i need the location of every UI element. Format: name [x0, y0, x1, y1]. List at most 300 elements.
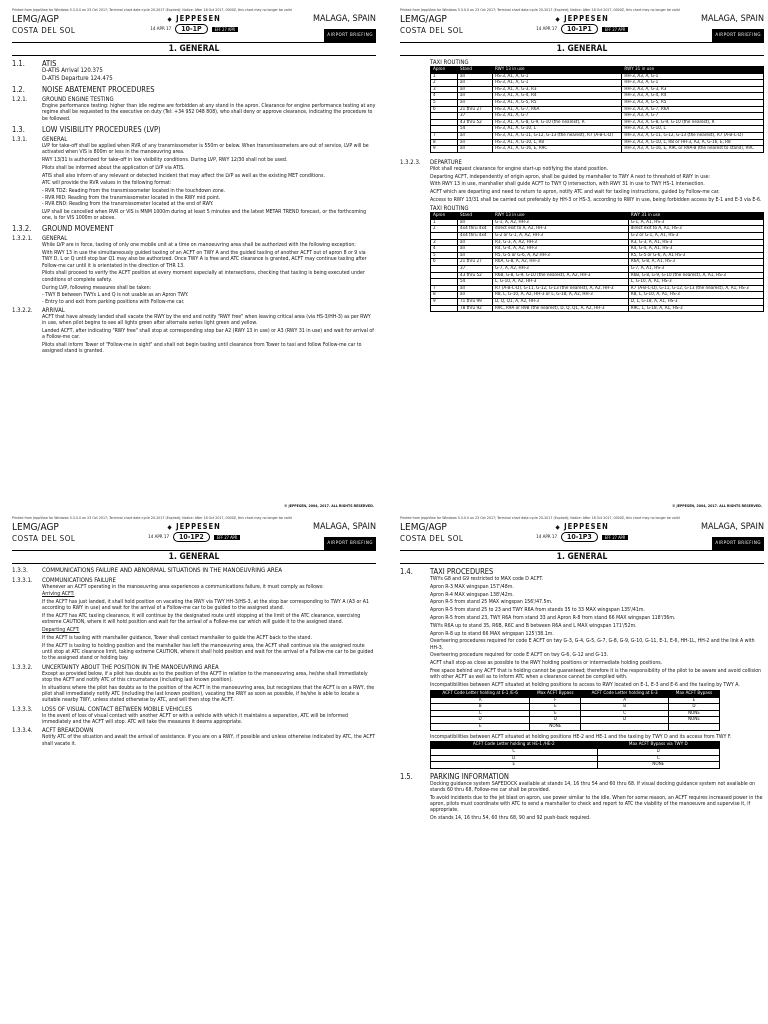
table-row: [431, 265, 764, 272]
table-row: [431, 704, 720, 711]
paragraph: Free space behind any ACFT that is holding cannot be guaranteed; therefore it is the responsibility of the pilot to be aware and avoid collision with other ACFT as well as to inform ATC when a clearance cannot be complied with.: [430, 668, 762, 681]
acft-breakdown-heading: ACFT BREAKDOWN: [42, 727, 94, 735]
table-cell: E: [668, 697, 719, 704]
table-cell: G-1, A, A2, HH-3: [493, 219, 629, 226]
table-cell: HS-3, A1, A, G-1: [493, 80, 622, 87]
table-cell: D: [431, 717, 530, 724]
taxi-routing-title: TAXI ROUTING: [430, 59, 469, 66]
table-row: [431, 219, 764, 226]
table-cell: A: [581, 697, 669, 704]
table-row: [431, 99, 764, 106]
paragraph: LVP shall be cancelled when RVR or VIS is MNM 1000m during at least 5 minutes and the latest METAR TREND forecast, or the forthcoming one, is for VIS 1000m or above.: [42, 208, 367, 221]
table-cell: 9: [431, 298, 458, 305]
paragraph: In the event of loss of visual contact with another ACFT or with a vehicle with which it maintains a separation, ATC will be informed immediately and the ACFT will stop. ATC will take the measures it deems appropriate.: [42, 712, 348, 726]
paragraph: Pilots shall be informed about the application of LVP via ATIS.: [42, 164, 185, 171]
paragraph: Notify ATC of the situation and await the arrival of assistance. If you are on a RWY, if possible and unless otherwise indicated by ATC, the ACFT shall vacate it.: [42, 734, 376, 747]
chart-header: [400, 522, 764, 551]
table-row: [431, 748, 720, 755]
airport-name: COSTA DEL SOL: [400, 534, 464, 543]
visual-contact-heading: LOSS OF VISUAL CONTACT BETWEEN MOBILE VEHICLES: [42, 705, 193, 713]
table-header-row: [431, 213, 764, 220]
table-row: [431, 106, 764, 113]
paragraph: ACFT that have already landed shall vacate the RWY by the end and notify "RWY free" when leaving critical area (via HS-3/HH-3) as per RWY in use, when pilot begins to see all lights green after alternate series light green and yellow.: [42, 313, 371, 327]
table-cell: C: [431, 710, 530, 717]
effective-badge: EFF 27 APR: [212, 27, 238, 32]
table-cell: HH-3, A3, A, G-4, R4: [622, 93, 764, 100]
table-cell: all: [458, 80, 493, 87]
gm-general-heading: GENERAL: [42, 235, 68, 243]
chart-date: 14 APR 17: [536, 26, 558, 32]
table-cell: [431, 232, 458, 239]
paragraph: ATIS shall also inform of any relevant or detected incident that may affect the LVP as well as the existing MET conditions.: [42, 172, 325, 179]
section-title: 1. GENERAL: [400, 551, 764, 564]
table-cell: 1: [431, 219, 458, 226]
table-cell: 7: [431, 285, 458, 292]
paragraph: Departing ACFT, independently of origin apron, shall be guided by marshaller to TWY A next to threshold of RWY in use:: [430, 173, 711, 180]
table-cell: HH-3, A3, A, G-5, R5: [622, 99, 764, 106]
table-row: [431, 126, 764, 133]
table-cell: R6B, G-8, G-9, G-10 (the nearest), A, A2, HH-3: [493, 272, 629, 279]
paragraph: Pilots shall inform Tower of "Follow-me in sight" and shall not begin taxiing until clearance from Tower to taxi and follow Follow-me car to assigned stand is granted.: [42, 342, 362, 355]
column-header: Apron: [431, 213, 458, 220]
table-cell: 7: [431, 132, 458, 139]
incompatibility-table-he: [430, 741, 720, 768]
table-cell: 4: [431, 93, 458, 100]
table-cell: A: [431, 697, 530, 704]
table-row: [431, 146, 764, 153]
table-cell: L, G-10, A, A1, HS-3: [628, 279, 763, 286]
table-cell: 1: [431, 73, 458, 80]
table-cell: HS-3, A1, A, G-7: [493, 113, 622, 120]
column-header: Stand: [458, 67, 493, 74]
table-cell: all: [458, 246, 493, 253]
table-cell: B: [431, 704, 530, 711]
table-row: [431, 259, 764, 266]
parking-info-heading: PARKING INFORMATION: [430, 771, 509, 781]
table-cell: direct exit to A, A1, HS-3: [628, 226, 763, 233]
paragraph: Apron R-5 from stand 23, TWY R6A from stand 33 and Apron R-8 from stand 66 MAX wingspan 118'/36m.: [430, 614, 676, 621]
table-cell: D: [597, 748, 719, 755]
table-cell: HS-3, A1, A, G-11, G-12, G-13 (the nearest), R7 (A-B-C-D): [493, 132, 622, 139]
table-row: [431, 239, 764, 246]
table-cell: 4x4 thru 4x4: [458, 232, 493, 239]
table-row: [431, 119, 764, 126]
table-cell: R4, G-4, A, A2, HH-3: [493, 246, 629, 253]
table-cell: all: [458, 86, 493, 93]
paragraph: TWYs R6A up to stand 35, R6B, R6C and B between R6A and L MAX wingspan 171'/52m.: [430, 622, 637, 629]
table-cell: L, G-10, A, A2, HH-3: [493, 279, 629, 286]
airport-name: COSTA DEL SOL: [12, 534, 76, 543]
jeppesen-logo: ◆ JEPPESEN: [167, 522, 221, 531]
table-cell: HS-3, A1, A, G-4, R4: [493, 93, 622, 100]
table-cell: NONE: [668, 717, 719, 724]
paragraph: Except as provided below, if a pilot has doubts as to the position of the ACFT in relation to the manoeuvring area, he/she shall immediately stop the ACFT and notify ATC of this circumstance (including last known position).: [42, 670, 368, 684]
table-cell: E: [530, 710, 581, 717]
table-row: [431, 132, 764, 139]
table-cell: R4, G-4, A, A1, HS-3: [628, 246, 763, 253]
paragraph: On stands 14, 16 thru 54, 60 thru 68, 90 and 92 push-back required.: [430, 815, 591, 822]
comm-failure-main-heading: COMMUNICATIONS FAILURE AND ABNORMAL SITUATIONS IN THE MANOEUVRING AREA: [42, 567, 283, 574]
jeppesen-bolt-icon: ◆: [555, 16, 561, 23]
table-cell: HH-3, A3, A, G-1: [622, 80, 764, 87]
column-header: RWY 31 in use: [622, 67, 764, 74]
engine-testing-text: Engine performance testing: higher than idle regime are forbidden at any stand in the apron. Clearance for engine performance testing at any regime shall be requested to the executive on duty (Tel: +34 952 048 808), who shall deny or approve clearance, indicating the procedure to be followed.: [42, 103, 376, 122]
column-header: Max ACFT Bypass: [668, 690, 719, 697]
chart-page-number: 10-1P2: [173, 532, 210, 542]
table-cell: HS-3, A1, A, G-10, L: [493, 126, 622, 133]
column-header: Stand: [458, 213, 493, 220]
bullet-item: - TWY B between TWYs L and Q is not usable as an Apron TWY.: [42, 292, 189, 299]
paragraph: In situations where the pilot has doubts as to the position of the ACFT in the manoeuvring area, but recognizes that the ACFT is on a RWY, the pilot shall immediately notify ATC (including the last known position), vacating the RWY as soon as possible, if he/she is able to locate a suitable nearby TWY, unless stated otherwise by ATC, and will then stop the ACFT.: [42, 684, 375, 704]
airport-location: MALAGA, SPAIN: [312, 14, 376, 24]
print-notice: Printed from JeppView for Windows 5.3.0.0 on 23 Oct 2017; Terminal chart data cycle 20-2017 (Expired); Notice: After 18 Oct 2017, 0000Z, this chart may no longer be valid: [12, 516, 292, 520]
table-cell: C: [597, 755, 719, 762]
table-row: [431, 298, 764, 305]
table-cell: R6B, G-8, G-9, G-10 (the nearest), A, A1, HS-3: [628, 272, 763, 279]
column-header: ACFT Code Letter holding at HE-1 /HE-2: [431, 742, 598, 749]
chart-date: 14 APR 17: [148, 534, 170, 540]
table-cell: HH-3, A3, A, G-7: [622, 113, 764, 120]
table-cell: [431, 119, 458, 126]
print-notice: Printed from JeppView for Windows 5.3.0.0 on 23 Oct 2017; Terminal chart data cycle 20-2017 (Expired); Notice: After 18 Oct 2017, 0000Z, this chart may no longer be valid: [400, 516, 680, 520]
table-cell: 4x4 thru 4x4: [458, 226, 493, 233]
jeppesen-bolt-icon: ◆: [167, 524, 173, 531]
ground-movement-heading: GROUND MOVEMENT: [42, 224, 114, 234]
table-cell: HH-3, A3, A, G-3, R3: [622, 86, 764, 93]
column-header: Apron: [431, 67, 458, 74]
chart-date: 14 APR 17: [536, 534, 558, 540]
table-cell: NONE: [597, 762, 719, 769]
table-cell: all: [458, 132, 493, 139]
table-row: [431, 232, 764, 239]
paragraph: If the ACFT is taxiing with marshaller guidance, Tower shall contact marshaller to guide the ACFT back to the stand.: [42, 635, 312, 642]
table-cell: HS-3, A1, A, G-8, G-9, G-10 (the nearest), R: [493, 119, 622, 126]
paragraph: TWYs G8 and G9 restricted to MAX code D ACFT.: [430, 576, 544, 582]
atis-heading: ATIS: [42, 59, 57, 68]
table-cell: E: [431, 762, 598, 769]
table-header-row: [431, 67, 764, 74]
effective-badge: EFF 27 APR: [602, 27, 628, 32]
table-cell: direct exit to A, A2, HH-3: [493, 226, 629, 233]
chart-page-10-1p3: Printed from JeppView for Windows 5.3.0.0 on 23 Oct 2017; Terminal chart data cycle 20-2017 (Expired); Notice: After 18 Oct 2017, 0000Z, this chart may no longer be valid LEMG/AGP COSTA DEL SOL ◆ JEPPESEN 14 APR 17 10-1P3 EFF 27 APR MALAGA, SPAIN AIRPORT BRIEFING 1. GENERAL 1.4. TAXI PROCEDURES TWYs G8 and G9 restricted to MAX code D ACFT. Apron R-3 MAX wingspan 157'/48m. Apron R-4 MAX wingspan 138'/42m. Apron R-5 from stand 25 MAX wingspan 156'/47.5m. Apron R-5 from stand 25 to 23 and TWY R6A from stands 35 to 33 MAX wingspan 135'/41m. Apron R-5 from stand 23, TWY R6A from stand 33 and Apron R-8 from stand 66 MAX wingspan 118'/36m. TWYs R6A up to stand 35, R6B, R6C and B between R6A and L MAX wingspan 171'/52m. Apron R-8 up to stand 66 MAX wingspan 125'/38.1m. Overteering procedures required for code E ACFT on twy G-3, G-4, G-5, G-7, G-8, G-9, G-10, G-11, E-1, E-6, HH-1L, HH-2 and the link A with HH-3. Overteering procedure required for code E ACFT on twy G-6, G-12 and G-13. ACFT shall stop as close as possible to the RWY holding positions or intermediate holding positions. Free space behind any ACFT that is holding cannot be guaranteed; therefore it is the responsibility of the pilot to be aware and avoid collision with other ACFT as well as to inform ATC when a clearance cannot be complied with. Incompatibilities between ACFT situated at holding positions to access to RWY located on E-1, E-3 and E-6 and the taxiing by TWY A. ACFT Code Letter holding at E-1 /E-6 Max ACFT Bypass ACFT Code Letter holding at E-3 Max ACFT Bypass A F A E B E B D C E C NONE D D D NONE E NONE Incompatibilities between ACFT situated at holding positions HE-2 and HE-1 and the taxiing by TWY D and its access from TWY F. ACFT Code Letter holding at HE-1 /HE-2 Max ACFT Bypass via TWY D C D D C E NONE 1.5. PARKING INFORMATION Docking guidance system SAFEDOCK available at stands 14, 16 thru 54 and 60 thru 68. If visual docking guidance system not available on stands 60 thru 68, Follow-me car shall be provided. To avoid incidents due to the jet blast on apron, use power similar to the idle. When for some reason, an ACFT requires increased power in the apron, pilots must coordinate with ATC to send a marshaller to check and report to ATC the viability of the manoeuvre and supervise it, if appropriate. On stands 14, 16 thru 54, 60 thru 68, 90 and 92 push-back required.: [400, 516, 764, 822]
arriving-acft-label: Arriving ACFT:: [42, 591, 75, 598]
paragraph: Apron R-3 MAX wingspan 157'/48m.: [430, 583, 514, 590]
briefing-badge: AIRPORT BRIEFING: [712, 29, 764, 42]
chart-page-10-1p1: Printed from JeppView for Windows 5.3.0.0 on 23 Oct 2017; Terminal chart data cycle 20-2017 (Expired); Notice: After 18 Oct 2017, 0000Z, this chart may no longer be valid LEMG/AGP COSTA DEL SOL ◆ JEPPESEN 14 APR 17 10-1P1 EFF 27 APR MALAGA, SPAIN AIRPORT BRIEFING 1. GENERAL TAXI ROUTING Apron Stand RWY 13 in use RWY 31 in use 1 all HS-3, A1, A, G-1 HH-3, A3, A, G-1 2 all HS-3, A1, A, G-1 HH-3, A3, A, G-1 3 all HS-3, A1, A, G-3, R3 HH-3, A3, A, G-3, R3 4 all HS-3, A1, A, G-4, R4 HH-3, A3, A, G-4, R4 5 all HS-3, A1, A, G-5, R5 HH-3, A3, A, G-5, R5 6 21 thru 27 HS-3, A1, A, G-7, R6A HH-3, A3, A, G-7, R6A 37 HS-3, A1, A, G-7 HH-3, A3, A, G-7 43 thru 52 HS-3, A1, A, G-8, G-9, G-10 (the nearest), R HH-3, A3, A, G-8, G-9, G-10 (the nearest), R 54 HS-3, A1, A, G-10, L HH-3, A3, A, G-10, L 7 all HS-3, A1, A, G-11, G-12, G-13 (the nearest), R7 (A-B-C-D) HH-3, A3, A, G-11, G-12, G-13 (the nearest), R7 (A-B-C-D) 8 all HS-3, A1, A, G-10, L, R8 HH-3, A3, A, G-10, L, R8 or HH-3, A3, A, G-16, E, R8 9 all HS-3, A1, A, G-16, E, R9C HH-3, A3, A, G-16, E, R9C or R9A-B (the nearest to stand), R9C 1.3.2.3. DEPARTURE Pilot shall request clearance for engine start-up notifying the stand position. Departing ACFT, independently of origin apron, shall be guided by marshaller to TWY A next to threshold of RWY in use: With RWY 13 in use, marshaller shall guide ACFT to TWY Q intersection, with RWY 31 in use to TWY HS-1 intersection. ACFT which are departing and need to return to apron, notify ATC and wait for taxiing instructions, guided by Follow-me car. Access to RWY 13/31 shall be carried out preferably by HH-3 or HS-3, according to RWY in use, being forbidden access by E-1 and E-3 via E-6. TAXI ROUTING Apron Stand RWY 13 in use RWY 31 in use 1 all G-1, A, A2, HH-3 G-1, A, A1, HS-3 2 4x4 thru 4x4 direct exit to A, A2, HH-3 direct exit to A, A1, HS-3 4x4 thru 4x4 G-2 or G-1, A, A2, HH-3 G-2 or G-1, A, A1, HS-3 3 all R3, G-3, A, A2, HH-3 R3, G-3, A, A1, HS-3 4 all R4, G-4, A, A2, HH-3 R4, G-4, A, A1, HS-3 5 all R5, G-5 or G-6, A, A2 HH-3 R5, G-5 or G-6, A, A1 HS-3 6 21 thru 27 R6A, G-8, A, A2, HH-3 R6A, G-8, A, A1, HS-3 37 G-7, A, A2, HH-3 G-7, A, A1, HS-3 43 thru 52 R6B, G-8, G-9, G-10 (the nearest), A, A2, HH-3 R6B, G-8, G-9, G-10 (the nearest), A, A1, HS-3 54 L, G-10, A, A2, HH-3 L, G-10, A, A1, HS-3 7 all R7 (A-B-C-D), G-11, G-12, G-13 (the nearest), A, A2, HH-3 R7 (A-B-C-D), G-11, G-12, G-13 (the nearest), A, A1, HS-3 8 all R8, L, G-10, A, A2, HH-3 or L, G-18, A, A2, HH-3 R8, L, G-10, A, A1, HS-3 9 71 thru 99 D, Q, Q1, A, A2, HH-3 D, L, G-18, A, A1, HS-3 78 thru 92 R9C, R9A or R9B (the nearest), D, Q, Q1, A, A2, HH-3 R9C, L, G-18, A, A1, HS-3 © JEPPESEN, 2004, 2017. ALL RIGHTS RESERVED.: [400, 8, 764, 508]
jeppesen-bolt-icon: ◆: [167, 16, 173, 23]
paragraph: Docking guidance system SAFEDOCK available at stands 14, 16 thru 54 and 60 thru 68. If visual docking guidance system not available on stands 60 thru 68, Follow-me car shall be provided.: [430, 780, 756, 793]
table-cell: 43 thru 52: [458, 272, 493, 279]
paragraph: ATC will provide the RVR values in the following format:: [42, 180, 172, 187]
table-cell: HH-3, A3, A, G-7, R6A: [622, 106, 764, 113]
table-cell: 2: [431, 80, 458, 87]
table-row: [431, 717, 720, 724]
table-cell: HH-3, A3, A, G-10, L: [622, 126, 764, 133]
chart-page-10-1p2: Printed from JeppView for Windows 5.3.0.0 on 23 Oct 2017; Terminal chart data cycle 20-2017 (Expired); Notice: After 18 Oct 2017, 0000Z, this chart may no longer be valid LEMG/AGP COSTA DEL SOL ◆ JEPPESEN 14 APR 17 10-1P2 EFF 27 APR MALAGA, SPAIN AIRPORT BRIEFING 1. GENERAL 1.3.3. COMMUNICATIONS FAILURE AND ABNORMAL SITUATIONS IN THE MANOEUVRING AREA 1.3.3.1. COMMUNICATIONS FAILURE Whenever an ACFT operating in the manoeuvring area experiences a communications failure, it must comply as follows: Arriving ACFT: If the ACFT has just landed, it shall hold position on vacating the RWY via TWY HH-3/HS-3, at the stop bar corresponding to TWY A (A3 or A1 according to RWY in use) and wait for the arrival of a Follow-me car to be guided to the assigned stand. If the ACFT has ATC taxiing clearance, it will continue by the designated route until stopping at the limit of the ATC clearance, exercising extreme CAUTION, where it will hold position and wait for the arrival of a Follow-me car which will guide it to the assigned stand. Departing ACFT: If the ACFT is taxiing with marshaller guidance, Tower shall contact marshaller to guide the ACFT back to the stand. If the ACFT is taxiing to holding position and the marshaller has left the manoeuvring area, the ACFT shall continue via the assigned route until stop at ATC clearance limit, taking extreme CAUTION, where it shall hold position and wait for the arrival of a Follow-me car to be guided to the assigned stand or holding bay. 1.3.3.2. UNCERTAINTY ABOUT THE POSITION IN THE MANOEUVRING AREA Except as provided below, if a pilot has doubts as to the position of the ACFT in relation to the manoeuvring area, he/she shall immediately stop the ACFT and notify ATC of this circumstance (including last known position). In situations where the pilot has doubts as to the position of the ACFT in the manoeuvring area, but recognizes that the ACFT is on a RWY, the pilot shall immediately notify ATC (including the last known position), vacating the RWY as soon as possible, if he/she is able to locate a suitable nearby TWY, unless stated otherwise by ATC, and will then stop the ACFT. 1.3.3.3. LOSS OF VISUAL CONTACT BETWEEN MOBILE VEHICLES In the event of loss of visual contact with another ACFT or with a vehicle with which it maintains a separation, ATC will be informed immediately and the ACFT will stop. ATC will take the measures it deems appropriate. 1.3.3.4. ACFT BREAKDOWN Notify ATC of the situation and await the arrival of assistance. If you are on a RWY, if possible and unless otherwise indicated by ATC, the ACFT shall vacate it.: [12, 516, 376, 747]
paragraph: Incompatibilities between ACFT situated at holding positions HE-2 and HE-1 and the taxiing by TWY D and its access from TWY F.: [430, 733, 732, 740]
taxi-routing-title: TAXI ROUTING: [430, 205, 469, 213]
table-cell: HH-3, A3, A, G-8, G-9, G-10 (the nearest), R: [622, 119, 764, 126]
taxi-procedures-heading: TAXI PROCEDURES: [430, 567, 494, 576]
table-row: [431, 226, 764, 233]
atis-departure: D-ATIS Departure 124.475: [42, 74, 113, 82]
table-row: [431, 246, 764, 253]
departure-heading: DEPARTURE: [430, 158, 462, 166]
table-cell: 43 thru 52: [458, 119, 493, 126]
table-cell: all: [458, 93, 493, 100]
icao-code: LEMG/AGP: [400, 522, 447, 533]
icao-code: LEMG/AGP: [400, 14, 447, 25]
paragraph: Access to RWY 13/31 shall be carried out preferably by HH-3 or HS-3, according to RWY in use, being forbidden access by E-1 and E-3 via E-6.: [430, 196, 762, 203]
table-cell: D, L, G-18, A, A1, HS-3: [628, 298, 763, 305]
bullet-item: - RVR MID: Reading from the transmissometer located in the RWY mid point.: [42, 194, 221, 201]
table-row: [431, 86, 764, 93]
table-cell: G-2 or G-1, A, A2, HH-3: [493, 232, 629, 239]
table-cell: 21 thru 27: [458, 259, 493, 266]
table-cell: B: [581, 704, 669, 711]
table-cell: 54: [458, 126, 493, 133]
bullet-item: - Entry to and exit from parking positions with Follow-me car.: [42, 298, 185, 305]
table-cell: R3, G-3, A, A2, HH-3: [493, 239, 629, 246]
chart-header: [12, 14, 376, 43]
table-cell: all: [458, 292, 493, 299]
table-cell: R9C, R9A or R9B (the nearest), D, Q, Q1, A, A2, HH-3: [493, 305, 629, 312]
table-cell: all: [458, 285, 493, 292]
table-cell: 78 thru 92: [458, 305, 493, 312]
table-cell: all: [458, 219, 493, 226]
paragraph: ACFT which are departing and need to return to apron, notify ATC and wait for taxiing instructions, guided by Follow-me car.: [430, 189, 720, 196]
chart-page-number: 10-1P3: [561, 532, 598, 542]
table-cell: 37: [458, 265, 493, 272]
table-cell: D: [431, 755, 598, 762]
departing-acft-label: Departing ACFT:: [42, 627, 80, 634]
column-header: ACFT Code Letter holding at E-3: [581, 690, 669, 697]
bullet-item: - RVR END: Reading from the transmissometer located at the end of RWY.: [42, 200, 214, 207]
table-cell: [431, 305, 458, 312]
table-cell: F: [530, 697, 581, 704]
paragraph: With RWY 13 in use, marshaller shall guide ACFT to TWY Q intersection, with RWY 31 in use to TWY HS-1 intersection.: [430, 181, 705, 188]
paragraph: To avoid incidents due to the jet blast on apron, use power similar to the idle. When for some reason, an ACFT requires increased power in the apron, pilots must coordinate with ATC to send a marshaller to check and report to ATC the viability of the manoeuvre and supervise it, if appropriate.: [430, 794, 763, 814]
paragraph: Overteering procedure required for code E ACFT on twy G-6, G-12 and G-13.: [430, 652, 609, 659]
table-row: [431, 710, 720, 717]
table-cell: [431, 272, 458, 279]
table-header-row: [431, 690, 720, 697]
table-row: [431, 285, 764, 292]
chart-header: [12, 522, 376, 551]
table-cell: HS-3, A1, A, G-5, R5: [493, 99, 622, 106]
paragraph: Apron R-5 from stand 25 to 23 and TWY R6A from stands 35 to 33 MAX wingspan 135'/41m.: [430, 607, 645, 614]
column-header: Max ACFT Bypass: [530, 690, 581, 697]
jeppesen-logo: ◆ JEPPESEN: [555, 14, 609, 23]
table-cell: HS-3, A1, A, G-7, R6A: [493, 106, 622, 113]
column-header: ACFT Code Letter holding at E-1 /E-6: [431, 690, 530, 697]
table-cell: all: [458, 73, 493, 80]
column-header: RWY 31 in use: [628, 213, 763, 220]
table-cell: [431, 113, 458, 120]
lvp-general-heading: GENERAL: [42, 135, 68, 143]
table-cell: R9C, L, G-18, A, A1, HS-3: [628, 305, 763, 312]
paragraph: Pilots shall proceed to verify the ACFT position at every moment especially at intersections, checking that taxiing is being executed under conditions of complete safety.: [42, 270, 365, 283]
taxi-routing-departure-table: [430, 212, 764, 312]
table-cell: 8: [431, 139, 458, 146]
paragraph: With RWY 13 in use the simultaneously guided taxiing of an ACFT on TWY A and the guided taxiing of another ACFT out of apron 8 or 9 via TWY D, L or Q until stop bar Q1 may also be authorized. Once TWY A is free and ATC clearance is granted, ACFT may continue taxiing after Follow-me car until it is orientated in the direction of THR 13.: [42, 250, 367, 269]
airport-name: COSTA DEL SOL: [400, 26, 464, 35]
airport-location: MALAGA, SPAIN: [313, 522, 376, 532]
table-cell: [431, 126, 458, 133]
table-cell: all: [458, 239, 493, 246]
table-cell: HS-3, A1, A, G-3, R3: [493, 86, 622, 93]
section-title: 1. GENERAL: [400, 43, 764, 56]
table-row: [431, 697, 720, 704]
table-cell: HS-3, A1, A, G-10, L, R8: [493, 139, 622, 146]
table-cell: [431, 265, 458, 272]
table-cell: all: [458, 99, 493, 106]
taxi-routing-arrival-table: [430, 66, 764, 153]
table-cell: [431, 279, 458, 286]
table-cell: [668, 723, 719, 730]
chart-page-number: 10-1P1: [561, 24, 598, 34]
table-cell: 3: [431, 86, 458, 93]
table-cell: NONE: [530, 723, 581, 730]
table-cell: E: [530, 704, 581, 711]
table-header-row: [431, 742, 720, 749]
table-cell: G-1, A, A1, HS-3: [628, 219, 763, 226]
print-notice: Printed from JeppView for Windows 5.3.0.0 on 23 Oct 2017; Terminal chart data cycle 20-2017 (Expired); Notice: After 18 Oct 2017, 0000Z, this chart may no longer be valid: [400, 8, 680, 12]
table-cell: HH-3, A3, A, G-1: [622, 73, 764, 80]
copyright: © JEPPESEN, 2004, 2017. ALL RIGHTS RESERVED.: [672, 504, 762, 508]
chart-page-10-1p: Printed from JeppView for Windows 5.3.0.0 on 23 Oct 2017; Terminal chart data cycle 20-2017 (Expired); Notice: After 18 Oct 2017, 0000Z, this chart may no longer be valid LEMG/AGP COSTA DEL SOL ◆ JEPPESEN 14 APR 17 10-1P EFF 27 APR MALAGA, SPAIN AIRPORT BRIEFING 1. GENERAL 1.1. ATIS D-ATIS Arrival 120.375 D-ATIS Departure 124.475 1.2. NOISE ABATEMENT PROCEDURES 1.2.1. GROUND ENGINE TESTING Engine performance testing: higher than idle regime are forbidden at any stand in the apron. Clearance for engine performance testing at any regime shall be requested to the executive on duty (Tel: +34 952 048 808), who shall deny or approve clearance, indicating the procedure to be followed. 1.3. LOW VISIBILITY PROCEDURES (LVP) 1.3.1. GENERAL LVP for take-off shall be applied when RVR of any transmissometer is 550m or below. When transmissometers are out of service, LVP will be activated when VIS is 800m or less in the manoeuvring area. RWY 13/31 is authorized for take-off in low visibility conditions. During LVP, RWY 12/30 shall not be used. Pilots shall be informed about the application of LVP via ATIS. ATIS shall also inform of any relevant or detected incident that may affect the LVP as well as the existing MET conditions. ATC will provide the RVR values in the following format: - RVR TDZ: Reading from the transmissometer located in the touchdown zone. - RVR MID: Reading from the transmissometer located in the RWY mid point. - RVR END: Reading from the transmissometer located at the end of RWY. LVP shall be cancelled when RVR or VIS is MNM 1000m during at least 5 minutes and the latest METAR TREND forecast, or the forthcoming one, is for VIS 1000m or above. 1.3.2. GROUND MOVEMENT 1.3.2.1. GENERAL While LVP are in force, taxiing of only one mobile unit at a time on manoeuvring area shall be authorized with the following exception: With RWY 13 in use the simultaneously guided taxiing of an ACFT on TWY A and the guided taxiing of another ACFT out of apron 8 or 9 via TWY D, L or Q until stop bar Q1 may also be authorized. Once TWY A is free and ATC clearance is granted, ACFT may continue taxiing after Follow-me car until it is orientated in the direction of THR 13. Pilots shall proceed to verify the ACFT position at every moment especially at intersections, checking that taxiing is being executed under conditions of complete safety. During LVP, following measures shall be taken: - TWY B between TWYs L and Q is not usable as an Apron TWY. - Entry to and exit from parking positions with Follow-me car. 1.3.2.2. ARRIVAL ACFT that have already landed shall vacate the RWY by the end and notify "RWY free" when leaving critical area (via HS-3/HH-3) as per RWY in use, when pilot begins to see all lights green after alternate series light green and yellow. Landed ACFT, after indicating "RWY free" shall stop at corresponding stop bar A2 (RWY 13 in use) or A3 (RWY 31 in use) and wait for arrival of a Follow-me car. Pilots shall inform Tower of "Follow-me in sight" and shall not begin taxiing until clearance from Tower to taxi and follow Follow-me car to assigned stand is granted. © JEPPESEN, 2004, 2017. ALL RIGHTS RESERVED.: [12, 8, 376, 508]
table-cell: R8, L, G-10, A, A1, HS-3: [628, 292, 763, 299]
table-row: [431, 80, 764, 87]
chart-header: [400, 14, 764, 43]
table-cell: R3, G-3, A, A1, HS-3: [628, 239, 763, 246]
table-cell: HS-3, A1, A, G-16, E, R9C: [493, 146, 622, 153]
comm-failure-heading: COMMUNICATIONS FAILURE: [42, 576, 116, 584]
table-cell: 3: [431, 239, 458, 246]
jeppesen-logo: ◆ JEPPESEN: [555, 522, 609, 531]
table-cell: G-7, A, A1, HS-3: [628, 265, 763, 272]
airport-location: MALAGA, SPAIN: [701, 14, 764, 24]
table-cell: D: [581, 717, 669, 724]
table-cell: 5: [431, 99, 458, 106]
table-cell: D: [668, 704, 719, 711]
section-title: 1. GENERAL: [12, 43, 376, 56]
effective-badge: EFF 27 APR: [214, 535, 240, 540]
paragraph: If the ACFT has ATC taxiing clearance, it will continue by the designated route until stopping at the limit of the ATC clearance, exercising extreme CAUTION, where it will hold position and wait for the arrival of a Follow-me car which will guide it to the assigned stand.: [42, 613, 361, 626]
table-row: [431, 755, 720, 762]
table-cell: 6: [431, 259, 458, 266]
paragraph: Apron R-5 from stand 25 MAX wingspan 156'/47.5m.: [430, 599, 553, 606]
table-row: [431, 762, 720, 769]
paragraph: Incompatibilities between ACFT situated at holding positions to access to RWY located on E-1, E-3 and E-6 and the taxiing by TWY A.: [430, 682, 740, 689]
table-cell: 8: [431, 292, 458, 299]
briefing-badge: AIRPORT BRIEFING: [324, 29, 376, 42]
print-notice: Printed from JeppView for Windows 5.3.0.0 on 23 Oct 2017; Terminal chart data cycle 20-2017 (Expired); Notice: After 18 Oct 2017, 0000Z, this chart may no longer be valid: [12, 8, 292, 12]
table-cell: HH-3, A3, A, G-11, G-12, G-13 (the nearest), R7 (A-B-C-D): [622, 132, 764, 139]
arrival-heading: ARRIVAL: [42, 306, 65, 314]
bullet-item: - RVR TDZ: Reading from the transmissometer located in the touchdown zone.: [42, 188, 226, 195]
paragraph: RWY 13/31 is authorized for take-off in low visibility conditions. During LVP, RWY 12/30 shall not be used.: [42, 157, 288, 164]
table-cell: 54: [458, 279, 493, 286]
airport-name: COSTA DEL SOL: [12, 26, 76, 35]
copyright: © JEPPESEN, 2004, 2017. ALL RIGHTS RESERVED.: [284, 504, 374, 508]
table-cell: all: [458, 139, 493, 146]
table-cell: 6: [431, 106, 458, 113]
table-cell: R7 (A-B-C-D), G-11, G-12, G-13 (the nearest), A, A1, HS-3: [628, 285, 763, 292]
table-cell: 37: [458, 113, 493, 120]
paragraph: Apron R-8 up to stand 66 MAX wingspan 125'/38.1m.: [430, 630, 554, 637]
table-cell: R8, L, G-10, A, A2, HH-3 or L, G-18, A, A2, HH-3: [493, 292, 629, 299]
table-cell: 71 thru 99: [458, 298, 493, 305]
column-header: RWY 13 in use: [493, 67, 622, 74]
paragraph: Whenever an ACFT operating in the manoeuvring area experiences a communications failure, it must comply as follows:: [42, 583, 324, 590]
position-uncertainty-heading: UNCERTAINTY ABOUT THE POSITION IN THE MANOEUVRING AREA: [42, 663, 219, 671]
table-cell: HS-3, A1, A, G-1: [493, 73, 622, 80]
jeppesen-logo: ◆ JEPPESEN: [167, 14, 221, 23]
table-row: [431, 292, 764, 299]
table-cell: R7 (A-B-C-D), G-11, G-12, G-13 (the nearest), A, A2, HH-3: [493, 285, 629, 292]
table-cell: R6A, G-8, A, A2, HH-3: [493, 259, 629, 266]
section-title: 1. GENERAL: [12, 551, 376, 564]
table-row: [431, 139, 764, 146]
engine-testing-heading: GROUND ENGINE TESTING: [42, 96, 114, 104]
noise-abatement-heading: NOISE ABATEMENT PROCEDURES: [42, 85, 155, 95]
paragraph: Apron R-4 MAX wingspan 138'/42m.: [430, 591, 514, 598]
column-header: RWY 13 in use: [493, 213, 629, 220]
table-cell: 9: [431, 146, 458, 153]
table-row: [431, 279, 764, 286]
paragraph: While LVP are in force, taxiing of only one mobile unit at a time on manoeuvring area shall be authorized with the following exception:: [42, 242, 356, 249]
briefing-badge: AIRPORT BRIEFING: [324, 537, 376, 550]
table-cell: 21 thru 27: [458, 106, 493, 113]
paragraph: Overteering procedures required for code E ACFT on twy G-3, G-4, G-5, G-7, G-8, G-9, G-10, G-11, E-1, E-6, HH-1L, HH-2 and the link A with HH-3.: [430, 638, 755, 651]
table-cell: 2: [431, 226, 458, 233]
table-row: [431, 723, 720, 730]
column-header: Max ACFT Bypass via TWY D: [597, 742, 719, 749]
atis-arrival: D-ATIS Arrival 120.375: [42, 67, 103, 74]
paragraph: LVP for take-off shall be applied when RVR of any transmissometer is 550m or below. When transmissometers are out of service, LVP will be activated when VIS is 800m or less in the manoeuvring area.: [42, 142, 369, 156]
table-cell: D: [530, 717, 581, 724]
table-cell: [581, 723, 669, 730]
table-cell: HH-3, A3, A, G-10, L, R8 or HH-3, A3, A, G-16, E, R8: [622, 139, 764, 146]
table-cell: G-7, A, A2, HH-3: [493, 265, 629, 272]
table-row: [431, 93, 764, 100]
table-row: [431, 73, 764, 80]
paragraph: If the ACFT has just landed, it shall hold position on vacating the RWY via TWY HH-3/HS-3, at the stop bar corresponding to TWY A (A3 or A1 according to RWY in use) and wait for the arrival of a Follow-me car to be guided to the assigned stand.: [42, 599, 369, 612]
table-row: [431, 252, 764, 259]
table-row: [431, 113, 764, 120]
chart-date: 14 APR 17: [150, 26, 172, 32]
table-cell: all: [458, 252, 493, 259]
table-cell: NONE: [668, 710, 719, 717]
lvp-heading: LOW VISIBILITY PROCEDURES (LVP): [42, 124, 161, 134]
table-row: [431, 305, 764, 312]
effective-badge: EFF 27 APR: [602, 535, 628, 540]
chart-page-number: 10-1P: [175, 24, 207, 34]
table-cell: 4: [431, 246, 458, 253]
table-cell: C: [581, 710, 669, 717]
table-cell: all: [458, 146, 493, 153]
paragraph: Pilot shall request clearance for engine start-up notifying the stand position.: [430, 165, 609, 172]
incompatibility-table-e1-e3: [430, 690, 720, 731]
table-cell: R5, G-5 or G-6, A, A2 HH-3: [493, 252, 629, 259]
table-cell: R5, G-5 or G-6, A, A1 HS-3: [628, 252, 763, 259]
table-cell: G-2 or G-1, A, A1, HS-3: [628, 232, 763, 239]
table-cell: 5: [431, 252, 458, 259]
paragraph: ACFT shall stop as close as possible to the RWY holding positions or intermediate holding positions.: [430, 660, 663, 667]
icao-code: LEMG/AGP: [12, 14, 59, 25]
table-cell: R6A, G-8, A, A1, HS-3: [628, 259, 763, 266]
